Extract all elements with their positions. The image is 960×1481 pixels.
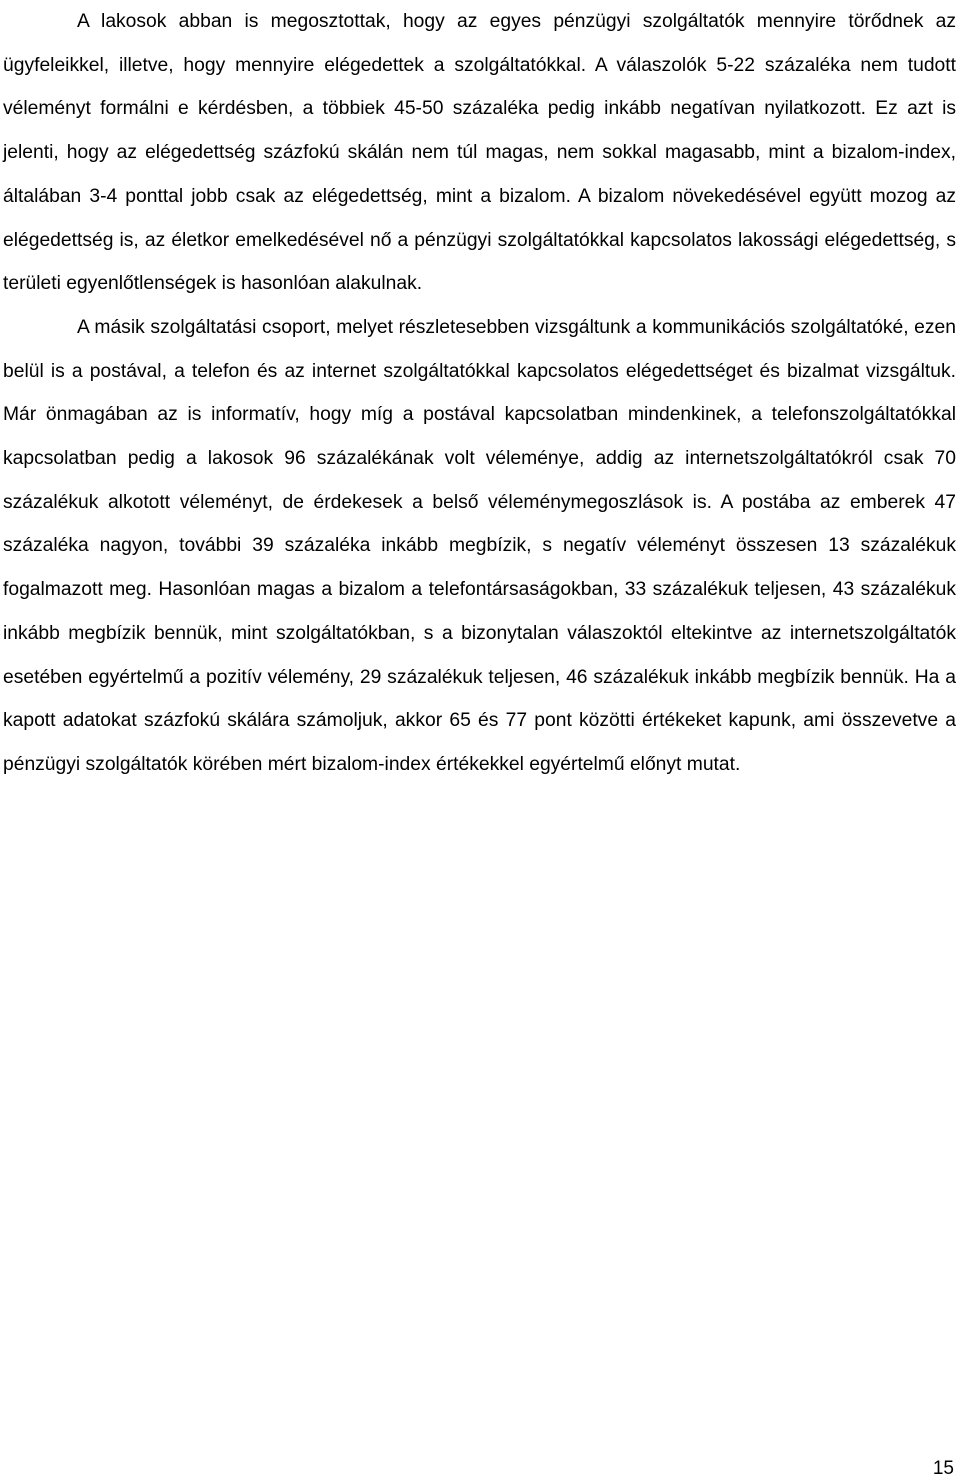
paragraph-communication-services: A másik szolgáltatási csoport, melyet részletesebben vizsgáltunk a kommunikációs szolgáltatóké, ezen belül is a postával, a telefon és az internet szolgáltatókkal kapcsolatos elégedettséget és bizalmat vizsgáltuk. Már önmagában az is informatív, hogy míg a postával kapcsolatban mindenkinek, a telefonszolgáltatókkal kapcsolatban pedig a lakosok 96 százalékának volt véleménye, addig az internetszolgáltatókról csak 70 százalékuk alkotott véleményt, de érdekesek a belső véleménymegoszlások is. A postába az emberek 47 százaléka nagyon, további 39 százaléka inkább megbízik, s negatív véleményt összesen 13 százalékuk fogalmazott meg. Hasonlóan magas a bizalom a telefontársaságokban, 33 százalékuk teljesen, 43 százalékuk inkább megbízik bennük, mint szolgáltatókban, s a bizonytalan válaszoktól eltekintve az internetszolgáltatók esetében egyértelmű a pozitív vélemény, 29 százalékuk teljesen, 46 százalékuk inkább megbízik bennük. Ha a kapott adatokat százfokú skálára számoljuk, akkor 65 és 77 pont közötti értékeket kapunk, ami összevetve a pénzügyi szolgáltatók körében mért bizalom-index értékekkel egyértelmű előnyt mutat.	[3, 316, 956, 775]
page-number: 15	[932, 1458, 954, 1479]
body-text	[3, 0, 956, 787]
paragraph-trust-financial: A lakosok abban is megosztottak, hogy az egyes pénzügyi szolgáltatók mennyire törődnek az ügyfeleikkel, illetve, hogy mennyire elégedettek a szolgáltatókkal. A válaszolók 5-22 százaléka nem tudott véleményt formálni e kérdésben, a többiek 45-50 százaléka pedig inkább negatívan nyilatkozott. Ez azt is jelenti, hogy az elégedettség százfokú skálán nem túl magas, nem sokkal magasabb, mint a bizalom-index, általában 3-4 ponttal jobb csak az elégedettség, mint a bizalom. A bizalom növekedésével együtt mozog az elégedettség is, az életkor emelkedésével nő a pénzügyi szolgáltatókkal kapcsolatos lakossági elégedettség, s területi egyenlőtlenségek is hasonlóan alakulnak.	[3, 11, 956, 295]
